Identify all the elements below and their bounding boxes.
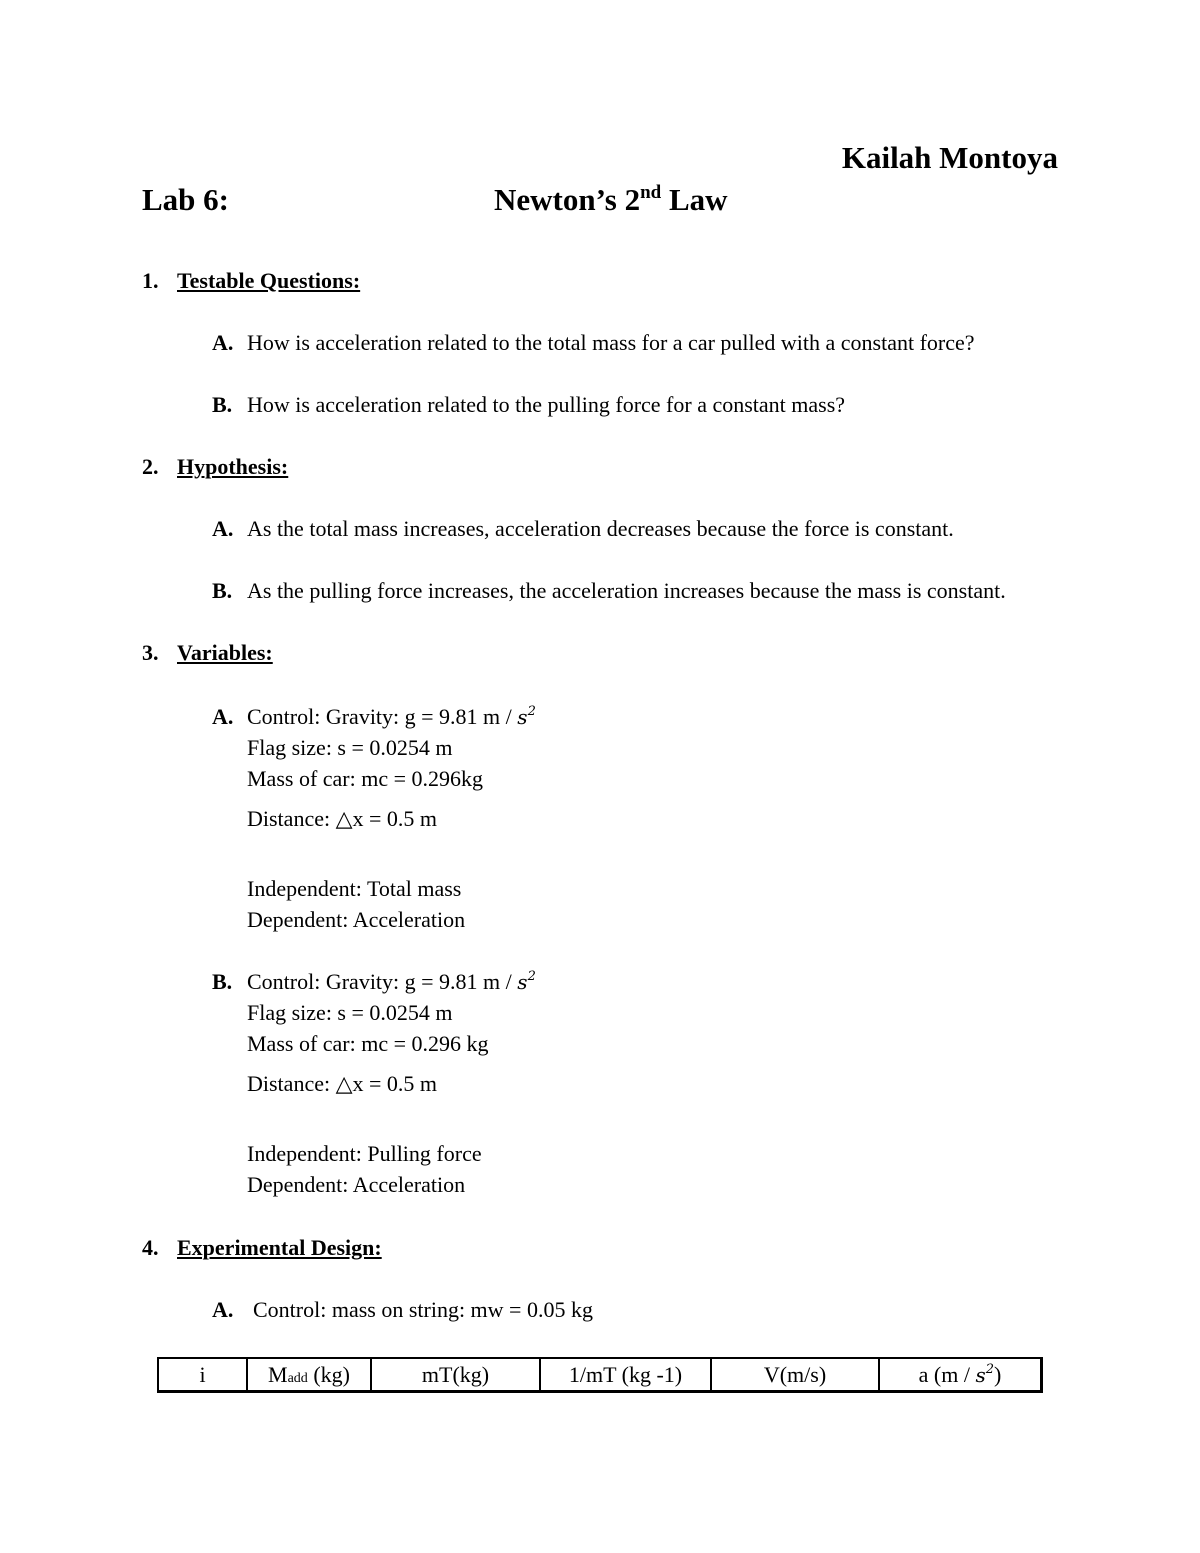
item-letter: B. bbox=[212, 392, 233, 417]
header-cell-velocity: V(m/s) bbox=[711, 1358, 879, 1392]
item-text bbox=[247, 704, 536, 730]
units-s-squared bbox=[975, 1363, 994, 1387]
control-text: Control: Gravity: g = 9.81 m / bbox=[247, 704, 518, 729]
item-letter: B. bbox=[212, 969, 233, 994]
item-letter: A. bbox=[212, 516, 234, 541]
header-cell-inverse-mt: 1/mT (kg -1) bbox=[540, 1358, 711, 1392]
section-number: 3. bbox=[142, 640, 159, 665]
variables-b-independent: Independent: Pulling force bbox=[247, 1141, 482, 1166]
item-letter: A. bbox=[212, 704, 234, 729]
section-title: Variables: bbox=[177, 640, 273, 665]
item-text bbox=[247, 969, 536, 995]
accel-prefix: a (m / bbox=[918, 1361, 976, 1387]
header-cell-i: i bbox=[158, 1358, 247, 1392]
exponent: 2 bbox=[527, 969, 536, 984]
item-text: How is acceleration related to the total mass for a car pulled with a constant force? bbox=[247, 330, 975, 355]
header-cell-madd bbox=[247, 1358, 371, 1392]
variables-a-dependent: Dependent: Acceleration bbox=[247, 907, 466, 932]
item-text: How is acceleration related to the pulling force for a constant mass? bbox=[247, 392, 846, 417]
section-number: 4. bbox=[142, 1235, 159, 1260]
accel-suffix: ) bbox=[994, 1361, 1002, 1387]
data-table bbox=[157, 1357, 1043, 1393]
table-header-row bbox=[158, 1358, 1042, 1392]
units-s-squared bbox=[517, 970, 536, 994]
section-title: Hypothesis: bbox=[177, 454, 289, 479]
section-number: 2. bbox=[142, 454, 159, 479]
s-symbol: s bbox=[975, 1362, 986, 1387]
variables-b-distance: Distance: △x = 0.5 m bbox=[247, 1071, 438, 1096]
madd-main: M bbox=[268, 1361, 288, 1387]
variables-a-flag: Flag size: s = 0.0254 m bbox=[247, 735, 453, 760]
section-title: Experimental Design: bbox=[177, 1235, 382, 1260]
title-end: Law bbox=[661, 182, 728, 217]
variables-b-mass: Mass of car: mc = 0.296 kg bbox=[247, 1031, 489, 1056]
exponent: 2 bbox=[985, 1361, 995, 1377]
title-superscript: nd bbox=[640, 182, 662, 203]
header-cell-mt: mT(kg) bbox=[371, 1358, 540, 1392]
document-title bbox=[494, 182, 728, 218]
item-letter: B. bbox=[212, 578, 233, 603]
author-name: Kailah Montoya bbox=[841, 140, 1058, 175]
item-text: Control: mass on string: mw = 0.05 kg bbox=[253, 1297, 593, 1322]
lab-number: Lab 6: bbox=[142, 182, 229, 217]
variables-a-mass: Mass of car: mc = 0.296kg bbox=[247, 766, 484, 791]
title-text: Newton’s 2 bbox=[494, 182, 641, 217]
control-text: Control: Gravity: g = 9.81 m / bbox=[247, 969, 518, 994]
item-letter: A. bbox=[212, 1297, 234, 1322]
units-s-squared bbox=[517, 705, 536, 729]
header-cell-acceleration bbox=[879, 1358, 1042, 1392]
item-text: As the pulling force increases, the acceleration increases because the mass is constant. bbox=[247, 578, 1006, 603]
variables-a-independent: Independent: Total mass bbox=[247, 876, 462, 901]
variables-a-distance: Distance: △x = 0.5 m bbox=[247, 806, 438, 831]
item-letter: A. bbox=[212, 330, 234, 355]
s-symbol: s bbox=[517, 705, 528, 729]
madd-subscript: add bbox=[287, 1370, 308, 1386]
item-text: As the total mass increases, acceleration decreases because the force is constant. bbox=[247, 516, 954, 541]
s-symbol: s bbox=[517, 970, 528, 994]
exponent: 2 bbox=[527, 704, 536, 719]
section-title: Testable Questions: bbox=[177, 268, 361, 293]
variables-b-dependent: Dependent: Acceleration bbox=[247, 1172, 466, 1197]
section-number: 1. bbox=[142, 268, 159, 293]
madd-unit: (kg) bbox=[307, 1361, 350, 1387]
variables-b-flag: Flag size: s = 0.0254 m bbox=[247, 1000, 453, 1025]
